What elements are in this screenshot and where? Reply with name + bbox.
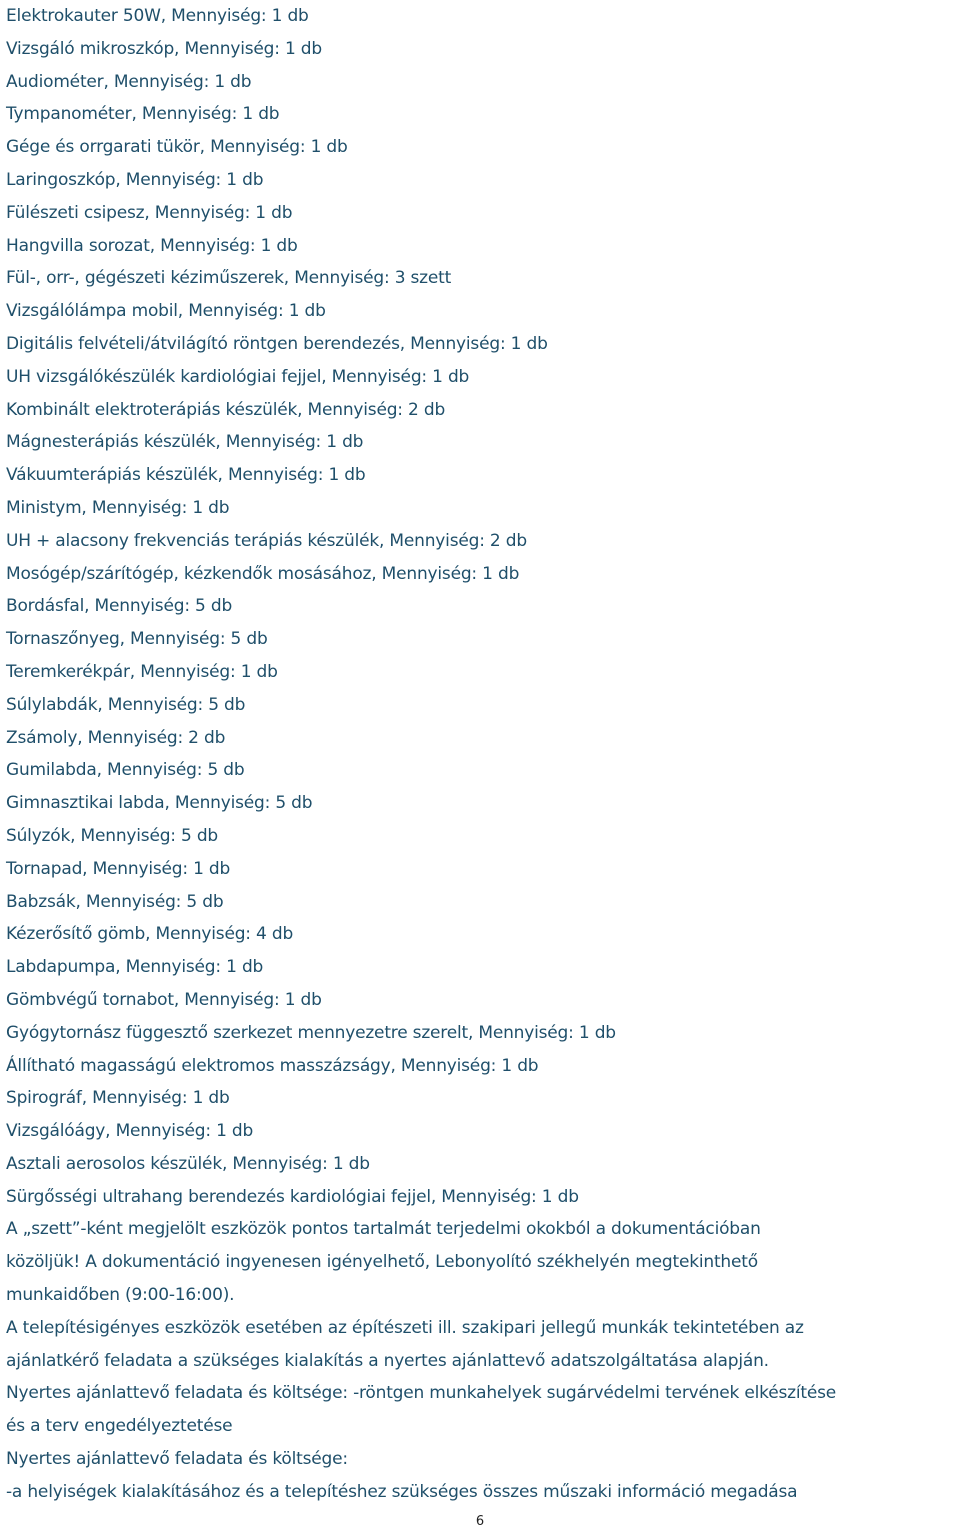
text-line: Nyertes ajánlattevő feladata és költsége: -röntgen munkahelyek sugárvédelmi tervének elkészítése (6, 1383, 837, 1404)
text-line: Gimnasztikai labda, Mennyiség: 5 db (6, 793, 313, 814)
text-line: A telepítésigényes eszközök esetében az építészeti ill. szakipari jellegű munkák tekintetében az (6, 1317, 804, 1338)
text-line: Fül-, orr-, gégészeti kéziműszerek, Mennyiség: 3 szett (6, 268, 452, 289)
text-line: -a helyiségek kialakításához és a telepítéshez szükséges összes műszaki információ megadása (6, 1481, 798, 1502)
text-line: Tornapad, Mennyiség: 1 db (6, 858, 231, 879)
text-line: Tympanométer, Mennyiség: 1 db (6, 104, 280, 125)
text-line: Ministym, Mennyiség: 1 db (6, 497, 230, 518)
text-line: munkaidőben (9:00-16:00). (6, 1285, 235, 1306)
text-line: Kombinált elektroterápiás készülék, Mennyiség: 2 db (6, 399, 446, 420)
text-line: Nyertes ajánlattevő feladata és költsége: (6, 1449, 348, 1470)
text-line: Gömbvégű tornabot, Mennyiség: 1 db (6, 989, 322, 1010)
text-line: Tornaszőnyeg, Mennyiség: 5 db (6, 629, 268, 650)
text-line: Mágnesterápiás készülék, Mennyiség: 1 db (6, 432, 364, 453)
text-line: Asztali aerosolos készülék, Mennyiség: 1 db (6, 1153, 370, 1174)
text-line: A „szett”-ként megjelölt eszközök pontos tartalmát terjedelmi okokból a dokumentációban (6, 1219, 761, 1240)
text-line: Labdapumpa, Mennyiség: 1 db (6, 957, 264, 978)
text-line: Állítható magasságú elektromos masszázságy, Mennyiség: 1 db (6, 1055, 539, 1076)
text-line: Mosógép/szárítógép, kézkendők mosásához, Mennyiség: 1 db (6, 563, 520, 584)
text-line: Gége és orrgarati tükör, Mennyiség: 1 db (6, 137, 348, 158)
text-line: Bordásfal, Mennyiség: 5 db (6, 596, 233, 617)
text-line: Spirográf, Mennyiség: 1 db (6, 1088, 230, 1109)
text-line: Kézerősítő gömb, Mennyiség: 4 db (6, 924, 294, 945)
text-line: Teremkerékpár, Mennyiség: 1 db (6, 661, 278, 682)
text-line: közöljük! A dokumentáció ingyenesen igényelhető, Lebonyolító székhelyén megtekinthető (6, 1252, 758, 1273)
text-line: Vizsgálóágy, Mennyiség: 1 db (6, 1121, 254, 1142)
text-line: ajánlatkérő feladata a szükséges kialakítás a nyertes ajánlattevő adatszolgáltatása alapján. (6, 1350, 769, 1371)
text-line: Sürgősségi ultrahang berendezés kardiológiai fejjel, Mennyiség: 1 db (6, 1186, 579, 1207)
text-line: Fülészeti csipesz, Mennyiség: 1 db (6, 202, 293, 223)
text-line: Hangvilla sorozat, Mennyiség: 1 db (6, 235, 298, 256)
text-line: UH vizsgálókészülék kardiológiai fejjel, Mennyiség: 1 db (6, 366, 470, 387)
document-page (6, 0, 956, 1509)
page-number: 6 (475, 1514, 485, 1529)
text-line: Vizsgálólámpa mobil, Mennyiség: 1 db (6, 301, 326, 322)
text-line: Laringoszkóp, Mennyiség: 1 db (6, 169, 264, 190)
text-line: Elektrokauter 50W, Mennyiség: 1 db (6, 6, 309, 26)
text-line: és a terv engedélyeztetése (6, 1416, 233, 1437)
text-line: Gyógytornász függesztő szerkezet mennyezetre szerelt, Mennyiség: 1 db (6, 1022, 616, 1043)
text-line: Babzsák, Mennyiség: 5 db (6, 891, 224, 912)
text-line: Vizsgáló mikroszkóp, Mennyiség: 1 db (6, 38, 322, 59)
text-line: Digitális felvételi/átvilágító röntgen berendezés, Mennyiség: 1 db (6, 333, 548, 354)
text-line: Vákuumterápiás készülék, Mennyiség: 1 db (6, 465, 366, 486)
text-line: Gumilabda, Mennyiség: 5 db (6, 760, 245, 781)
text-line: UH + alacsony frekvenciás terápiás készülék, Mennyiség: 2 db (6, 530, 527, 551)
text-line: Súlylabdák, Mennyiség: 5 db (6, 694, 246, 715)
text-line: Zsámoly, Mennyiség: 2 db (6, 727, 226, 748)
text-line: Audiométer, Mennyiség: 1 db (6, 71, 252, 92)
document-body (6, 0, 956, 1509)
text-line: Súlyzók, Mennyiség: 5 db (6, 825, 219, 846)
